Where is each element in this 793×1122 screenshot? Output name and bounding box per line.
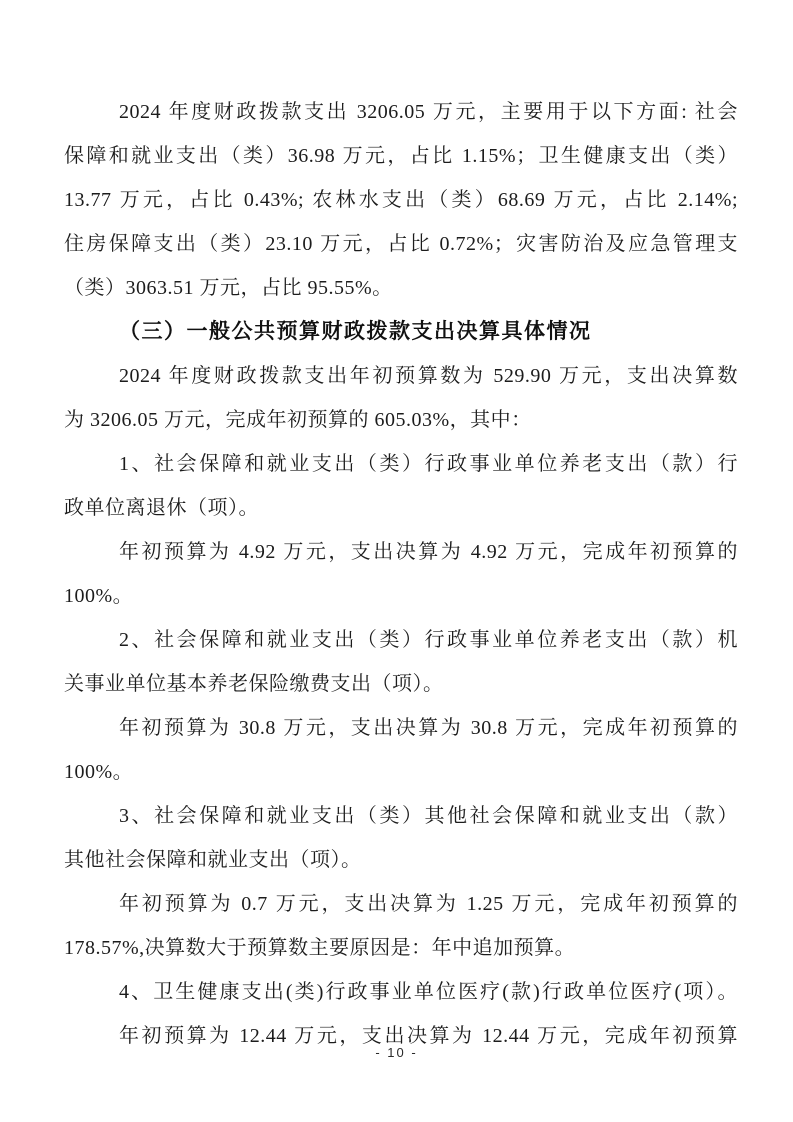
- text-line: 年初预算为 4.92 万元，支出决算为 4.92 万元，完成年初预算的: [119, 541, 738, 563]
- text-line: 1、社会保障和就业支出（类）行政事业单位养老支出（款）行: [119, 453, 738, 475]
- text-line: 2024 年度财政拨款支出 3206.05 万元，主要用于以下方面: 社会: [119, 101, 738, 123]
- text-line: 住房保障支出（类）23.10 万元，占比 0.72%；灾害防治及应急管理支: [64, 233, 738, 255]
- text-line: 13.77 万元，占比 0.43%; 农林水支出（类）68.69 万元，占比 2.14%;: [64, 189, 738, 211]
- text-line: 2、社会保障和就业支出（类）行政事业单位养老支出（款）机: [119, 629, 738, 651]
- text-line: 178.57%,决算数大于预算数主要原因是：年中追加预算。: [64, 937, 576, 959]
- text-line: 政单位离退休（项）。: [64, 497, 259, 519]
- text-line: 4、卫生健康支出(类)行政事业单位医疗(款)行政单位医疗(项）。: [119, 981, 738, 1003]
- text-line: 保障和就业支出（类）36.98 万元，占比 1.15%；卫生健康支出（类）: [64, 145, 738, 167]
- document-body: [64, 90, 738, 1058]
- text-line: 年初预算为 12.44 万元，支出决算为 12.44 万元，完成年初预算: [119, 1025, 738, 1047]
- text-line: 2024 年度财政拨款支出年初预算数为 529.90 万元，支出决算数: [119, 365, 738, 387]
- text-line: 关事业单位基本养老保险缴费支出（项）。: [64, 673, 444, 695]
- text-line: 3、社会保障和就业支出（类）其他社会保障和就业支出（款）: [119, 805, 738, 827]
- text-line: 100%。: [64, 585, 134, 607]
- text-line: 为 3206.05 万元，完成年初预算的 605.03%，其中：: [64, 409, 532, 431]
- text-line: 年初预算为 30.8 万元，支出决算为 30.8 万元，完成年初预算的: [119, 717, 738, 739]
- text-line: 其他社会保障和就业支出（项）。: [64, 849, 362, 871]
- page-number: - 10 -: [375, 1045, 418, 1060]
- text-line: 年初预算为 0.7 万元，支出决算为 1.25 万元，完成年初预算的: [119, 893, 738, 915]
- section-heading: （三）一般公共预算财政拨款支出决算具体情况: [119, 320, 592, 343]
- text-line: （类）3063.51 万元，占比 95.55%。: [64, 277, 393, 299]
- text-line: 100%。: [64, 761, 134, 783]
